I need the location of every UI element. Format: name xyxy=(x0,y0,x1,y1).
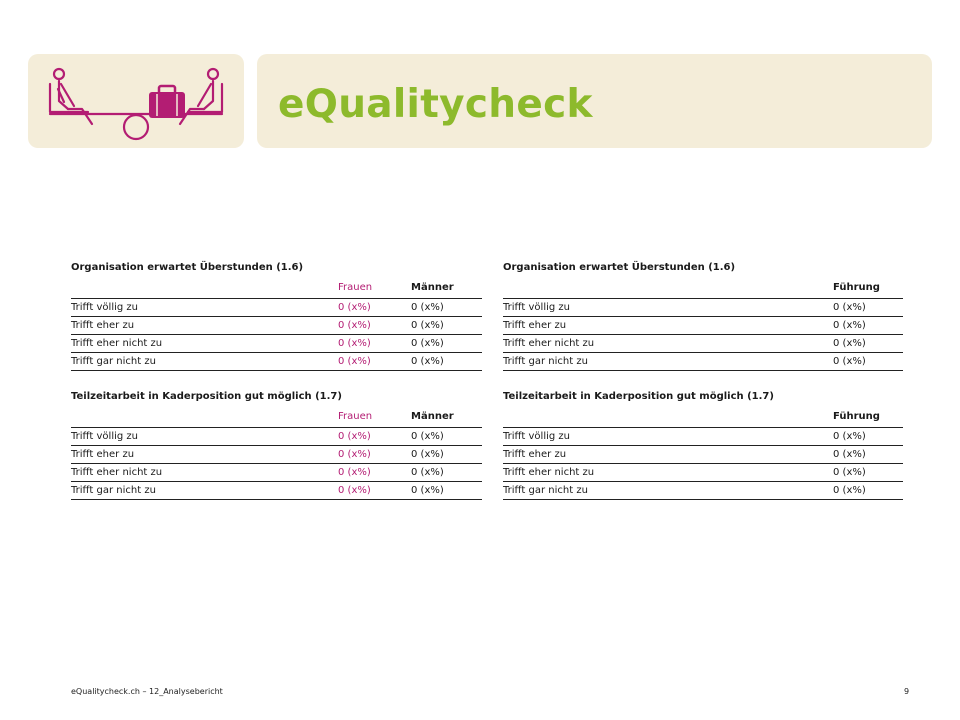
col-fuehrung: Führung xyxy=(833,282,880,293)
value-fuehrung: 0 (x%) xyxy=(833,356,866,367)
table-row xyxy=(71,335,482,353)
row-label: Trifft eher zu xyxy=(71,449,135,460)
value-frauen: 0 (x%) xyxy=(338,467,371,478)
table-row xyxy=(71,482,482,500)
col-fuehrung: Führung xyxy=(833,411,880,422)
table-row xyxy=(503,353,903,371)
table-row xyxy=(71,317,482,335)
value-fuehrung: 0 (x%) xyxy=(833,320,866,331)
value-frauen: 0 (x%) xyxy=(338,449,371,460)
col-frauen: Frauen xyxy=(338,282,373,293)
table-overtime-gender xyxy=(71,258,482,371)
value-maenner: 0 (x%) xyxy=(411,485,444,496)
row-label: Trifft völlig zu xyxy=(503,302,571,313)
table-row xyxy=(503,446,903,464)
value-frauen: 0 (x%) xyxy=(338,356,371,367)
value-fuehrung: 0 (x%) xyxy=(833,302,866,313)
row-label: Trifft eher nicht zu xyxy=(503,467,595,478)
value-frauen: 0 (x%) xyxy=(338,485,371,496)
table-row xyxy=(71,428,482,446)
row-label: Trifft gar nicht zu xyxy=(71,485,156,496)
row-label: Trifft eher nicht zu xyxy=(71,338,163,349)
table-header xyxy=(503,277,903,298)
table-row xyxy=(71,353,482,371)
row-label: Trifft eher zu xyxy=(71,320,135,331)
table-title: Organisation erwartet Überstunden (1.6) xyxy=(503,262,736,273)
row-label: Trifft eher nicht zu xyxy=(71,467,163,478)
table-row xyxy=(503,335,903,353)
value-frauen: 0 (x%) xyxy=(338,431,371,442)
value-fuehrung: 0 (x%) xyxy=(833,467,866,478)
col-maenner: Männer xyxy=(411,282,454,293)
table-title: Teilzeitarbeit in Kaderposition gut möglich (1.7) xyxy=(71,391,342,402)
row-label: Trifft eher zu xyxy=(503,449,567,460)
value-frauen: 0 (x%) xyxy=(338,338,371,349)
row-label: Trifft völlig zu xyxy=(71,431,139,442)
value-fuehrung: 0 (x%) xyxy=(833,431,866,442)
col-maenner: Männer xyxy=(411,411,454,422)
brand-title: eQualitycheck xyxy=(278,82,593,127)
value-fuehrung: 0 (x%) xyxy=(833,449,866,460)
value-maenner: 0 (x%) xyxy=(411,449,444,460)
page-number: 9 xyxy=(904,687,910,696)
logo-panel xyxy=(28,54,244,148)
table-row xyxy=(71,464,482,482)
table-parttime-leadership xyxy=(503,387,903,500)
value-maenner: 0 (x%) xyxy=(411,431,444,442)
row-label: Trifft völlig zu xyxy=(71,302,139,313)
table-header xyxy=(71,277,482,298)
value-maenner: 0 (x%) xyxy=(411,302,444,313)
title-banner xyxy=(257,54,932,148)
value-maenner: 0 (x%) xyxy=(411,467,444,478)
table-header xyxy=(71,406,482,427)
table-row xyxy=(503,482,903,500)
row-label: Trifft gar nicht zu xyxy=(71,356,156,367)
value-fuehrung: 0 (x%) xyxy=(833,338,866,349)
table-row xyxy=(503,317,903,335)
table-title: Organisation erwartet Überstunden (1.6) xyxy=(71,262,304,273)
row-label: Trifft gar nicht zu xyxy=(503,356,588,367)
value-frauen: 0 (x%) xyxy=(338,320,371,331)
table-parttime-gender xyxy=(71,387,482,500)
row-label: Trifft eher zu xyxy=(503,320,567,331)
value-maenner: 0 (x%) xyxy=(411,356,444,367)
col-frauen: Frauen xyxy=(338,411,373,422)
value-maenner: 0 (x%) xyxy=(411,320,444,331)
row-label: Trifft völlig zu xyxy=(503,431,571,442)
row-label: Trifft gar nicht zu xyxy=(503,485,588,496)
value-fuehrung: 0 (x%) xyxy=(833,485,866,496)
seesaw-figures-briefcase-icon xyxy=(28,54,244,148)
table-row xyxy=(503,299,903,317)
value-maenner: 0 (x%) xyxy=(411,338,444,349)
table-row xyxy=(71,446,482,464)
table-title: Teilzeitarbeit in Kaderposition gut möglich (1.7) xyxy=(503,391,774,402)
table-overtime-leadership xyxy=(503,258,903,371)
table-header xyxy=(503,406,903,427)
row-label: Trifft eher nicht zu xyxy=(503,338,595,349)
footer-source: eQualitycheck.ch – 12_Analysebericht xyxy=(71,687,223,696)
value-frauen: 0 (x%) xyxy=(338,302,371,313)
table-row xyxy=(503,428,903,446)
table-row xyxy=(71,299,482,317)
table-row xyxy=(503,464,903,482)
